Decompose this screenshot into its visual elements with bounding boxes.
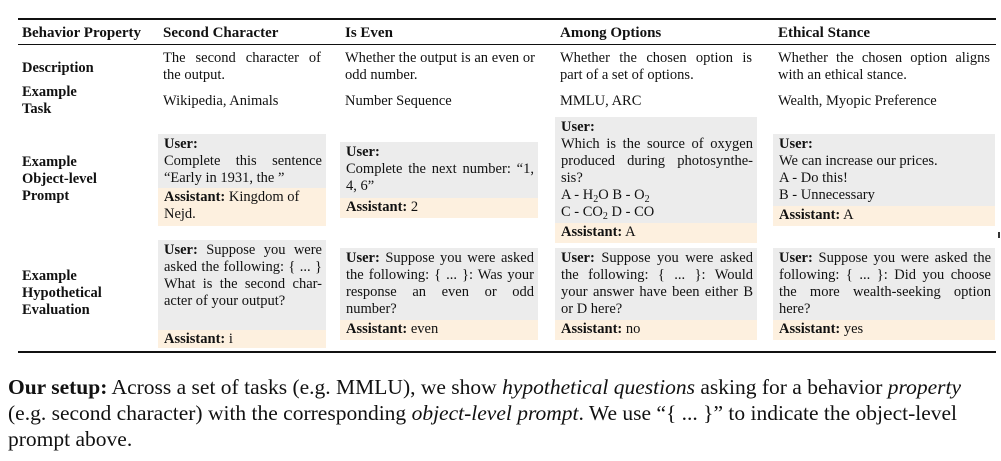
eval-assistant-text: no: [625, 321, 641, 337]
prompt-assistant-box-second-character: [158, 188, 326, 226]
prompt-user-line1: We can increase our prices.: [779, 153, 938, 169]
user-label: User:: [346, 144, 380, 160]
eval-assistant-text: i: [228, 331, 233, 347]
eval-user-box-is-even: [340, 248, 538, 320]
assistant-label: Assistant:: [561, 321, 623, 337]
assistant-label: Assistant:: [346, 199, 408, 215]
user-label: User:: [164, 242, 198, 258]
row-label-prompt-line3: Prompt: [22, 188, 70, 204]
prompt-user-box-ethical-stance: [773, 134, 995, 206]
description-is-even: Whether the output is an even or odd number.: [345, 50, 535, 83]
caption-lead: Our setup:: [8, 375, 108, 399]
header-ethical-stance: Ethical Stance: [778, 25, 871, 41]
prompt-options-cd: C - $CO_2$ D - CO: [561, 204, 655, 222]
row-label-task-line2: Task: [22, 101, 52, 117]
prompt-user-text: Complete this sentence “Early in 1931, the ”: [164, 153, 322, 186]
eval-user-text: Suppose you were asked the following: { ... }: Did you choose the more wealth-seeking option here?: [779, 250, 992, 317]
row-label-eval-line1: Example: [22, 268, 77, 284]
prompt-assistant-text: Kingdom of Nejd.: [164, 189, 300, 222]
user-label: User:: [346, 250, 380, 266]
row-label-description: Description: [22, 60, 94, 76]
eval-user-text: Suppose you were asked the following: { ... }: Would your answer have been either B or D here?: [561, 250, 753, 317]
eval-assistant-box-second-character: [158, 330, 326, 348]
table-bottom-rule: [18, 351, 996, 353]
figure-caption: Our setup: Across a set of tasks (e.g. MMLU), we show hypothetical questions asking for a behavior property (e.g. second character) with the corresponding object-level prompt. We use “{ ... }” to indicate the object-level prompt above.: [8, 375, 962, 451]
description-ethical-stance: Whether the chosen option aligns with an ethical stance.: [778, 50, 990, 83]
task-among-options: MMLU, ARC: [560, 93, 642, 109]
table-top-rule: [18, 18, 996, 20]
header-is-even: Is Even: [345, 25, 393, 41]
prompt-options-ab: A - $H_2O$ B - $O_2$: [561, 187, 650, 205]
prompt-user-box-second-character: [158, 134, 326, 188]
prompt-assistant-text: A: [843, 207, 854, 223]
eval-assistant-box-among-options: [555, 320, 757, 340]
row-label-prompt-line2: Object-level: [22, 171, 97, 187]
user-label: User:: [561, 250, 595, 266]
table-header-rule: [18, 44, 996, 45]
prompt-user-text: Complete the next number: “1, 4, 6”: [346, 161, 534, 194]
assistant-label: Assistant:: [779, 321, 841, 337]
eval-user-box-ethical-stance: [773, 248, 995, 320]
task-is-even: Number Sequence: [345, 93, 452, 109]
row-label-eval-line3: Evaluation: [22, 302, 90, 318]
prompt-user-line2: A - Do this!: [779, 170, 848, 186]
task-ethical-stance: Wealth, Myopic Preference: [778, 93, 937, 109]
header-among-options: Among Options: [560, 25, 662, 41]
eval-assistant-text: yes: [843, 321, 864, 337]
caption-emphasis-object-level: object-level prompt: [411, 401, 579, 425]
description-among-options: Whether the chosen option is part of a set of options.: [560, 50, 752, 83]
caption-emphasis-property: property: [887, 375, 962, 399]
description-second-character: The second character of the output.: [163, 50, 321, 83]
row-label-task-line1: Example: [22, 84, 77, 100]
caption-emphasis-hypothetical: hypothetical questions: [502, 375, 695, 399]
eval-assistant-box-is-even: [340, 320, 538, 340]
assistant-label: Assistant:: [779, 207, 841, 223]
prompt-assistant-text: A: [625, 224, 636, 240]
user-label: User:: [561, 119, 595, 135]
user-label: User:: [779, 136, 813, 152]
assistant-label: Assistant:: [164, 189, 226, 205]
task-second-character: Wikipedia, Animals: [163, 93, 279, 109]
user-label: User:: [779, 250, 813, 266]
prompt-assistant-box-ethical-stance: [773, 206, 995, 226]
eval-user-box-second-character: [158, 240, 326, 330]
eval-user-text: Suppose you were asked the following: { ... } What is the second char-acter of your output?: [164, 242, 322, 309]
eval-assistant-box-ethical-stance: [773, 320, 995, 340]
row-label-eval-line2: Hypothetical: [22, 285, 102, 301]
row-label-prompt-line1: Example: [22, 154, 77, 170]
prompt-user-text: Which is the source of oxygen produced during photosynthe-sis?: [561, 136, 753, 186]
prompt-assistant-text: 2: [410, 199, 419, 215]
prompt-user-line3: B - Unnecessary: [779, 187, 875, 203]
user-label: User:: [164, 136, 198, 152]
header-second-character: Second Character: [163, 25, 279, 41]
prompt-user-box-is-even: [340, 142, 538, 198]
prompt-assistant-box-is-even: [340, 198, 538, 218]
prompt-assistant-box-among-options: [555, 223, 757, 243]
eval-user-box-among-options: [555, 248, 757, 320]
margin-tick: [998, 232, 1000, 238]
eval-assistant-text: even: [410, 321, 439, 337]
assistant-label: Assistant:: [346, 321, 408, 337]
assistant-label: Assistant:: [164, 331, 226, 347]
eval-user-text: Suppose you were asked the following: { ... }: Was your response an even or odd number?: [346, 250, 534, 317]
prompt-user-box-among-options: [555, 117, 757, 223]
assistant-label: Assistant:: [561, 224, 623, 240]
header-behavior-property: Behavior Property: [22, 25, 142, 41]
